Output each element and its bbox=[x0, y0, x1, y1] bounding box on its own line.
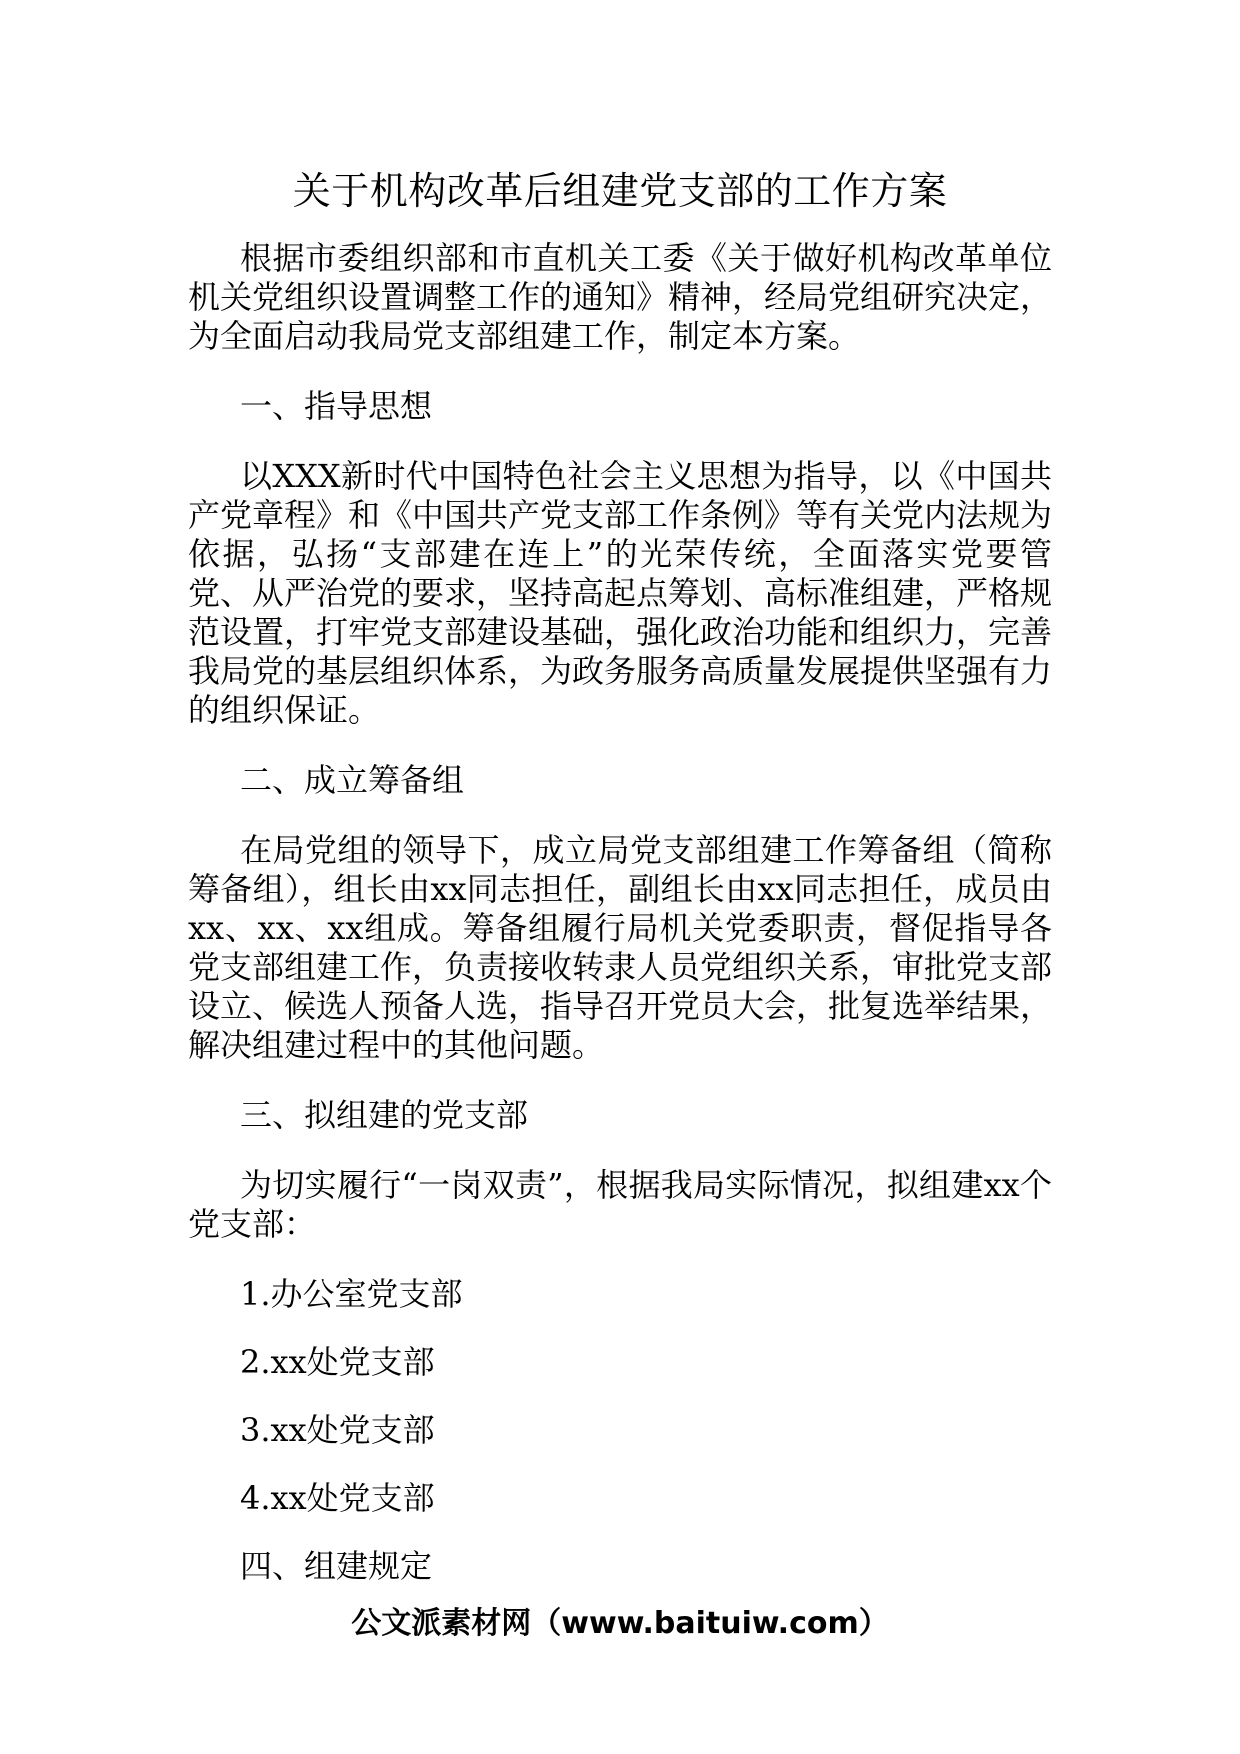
section-body-guiding-ideology: 以XXX新时代中国特色社会主义思想为指导，以《中国共产党章程》和《中国共产党支部工作条例》等有关党内法规为依据，弘扬“支部建在连上”的光荣传统，全面落实党要管党、从严治党的要求，坚持高起点筹划、高标准组建，严格规范设置，打牢党支部建设基础，强化政治功能和组织力，完善我局党的基层组织体系，为政务服务高质量发展提供坚强有力的组织保证。 bbox=[188, 457, 1053, 729]
document-page bbox=[188, 165, 1052, 1617]
section-heading-formation-rules: 四、组建规定 bbox=[240, 1547, 433, 1585]
section-heading-planned-branches: 三、拟组建的党支部 bbox=[240, 1096, 529, 1134]
branch-list-item: 1.办公室党支部 bbox=[240, 1275, 463, 1313]
branch-list-item: 2.xx处党支部 bbox=[240, 1343, 435, 1381]
footer-watermark: 公文派素材网（www.baituiw.com） bbox=[351, 1606, 889, 1641]
section-body-preparatory-group: 在局党组的领导下，成立局党支部组建工作筹备组（简称筹备组），组长由xx同志担任，副组长由xx同志担任，成员由xx、xx、xx组成。筹备组履行局机关党委职责，督促指导各党支部组建工作，负责接收转隶人员党组织关系，审批党支部设立、候选人预备人选，指导召开党员大会，批复选举结果，解决组建过程中的其他问题。 bbox=[188, 831, 1053, 1064]
branch-list-item: 4.xx处党支部 bbox=[240, 1479, 435, 1517]
intro-paragraph: 根据市委组织部和市直机关工委《关于做好机构改革单位机关党组织设置调整工作的通知》精神，经局党组研究决定，为全面启动我局党支部组建工作，制定本方案。 bbox=[188, 239, 1053, 355]
branch-list-item: 3.xx处党支部 bbox=[240, 1411, 435, 1449]
section-body-planned-branches: 为切实履行“一岗双责”，根据我局实际情况，拟组建xx个党支部： bbox=[188, 1166, 1052, 1243]
section-heading-preparatory-group: 二、成立筹备组 bbox=[240, 761, 465, 799]
section-heading-guiding-ideology: 一、指导思想 bbox=[240, 387, 433, 425]
document-title: 关于机构改革后组建党支部的工作方案 bbox=[292, 169, 948, 213]
